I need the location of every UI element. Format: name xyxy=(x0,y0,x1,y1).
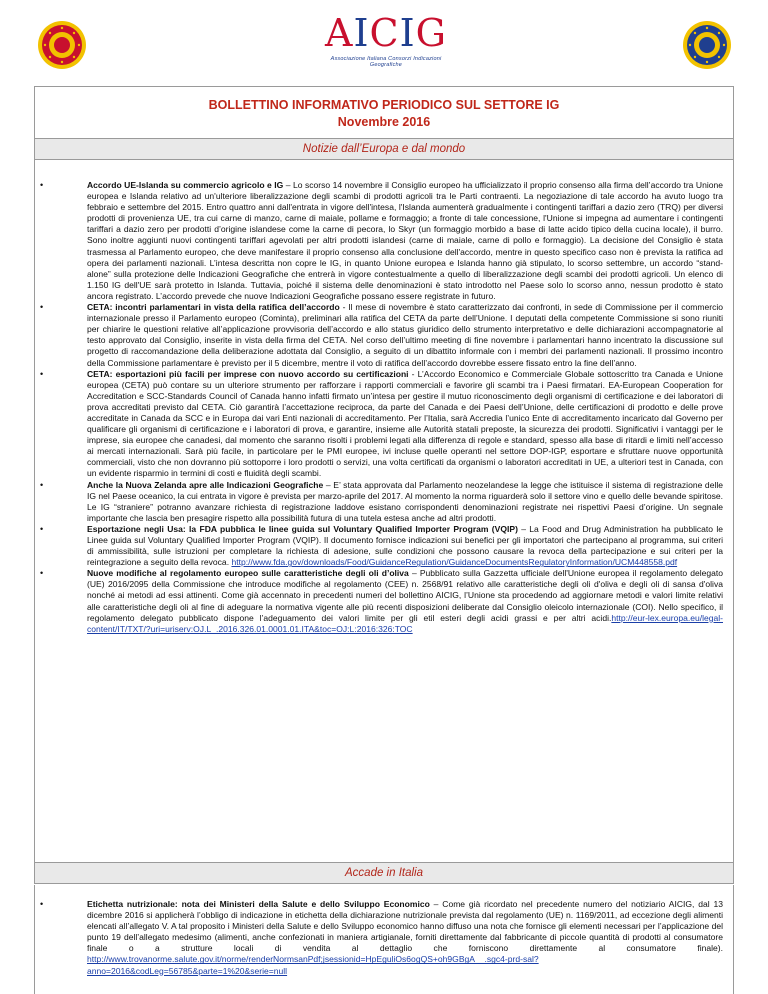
section-body-italy xyxy=(34,885,734,994)
news-item-title: CETA: incontri parlamentari in vista della ratifica dell’accordo xyxy=(87,302,340,313)
eurlex-regulation-link[interactable]: http://eur-lex.europa.eu/legal-content/IT/TXT/?uri=uriserv:OJ.L_.2016.326.01.0001.01.ITA&toc=OJ:L:2016:326:TOC xyxy=(87,612,723,634)
logo-letter: I xyxy=(399,11,416,55)
igp-seal-icon xyxy=(682,20,732,70)
news-item-title: Nuove modifiche al regolamento europeo sulle caratteristiche degli oli d’oliva xyxy=(87,568,409,579)
news-item xyxy=(87,369,733,480)
header xyxy=(0,0,768,86)
aicig-logo xyxy=(316,10,456,78)
news-item-title: Accordo UE-Islanda su commercio agricolo e IG xyxy=(87,180,284,190)
news-item xyxy=(87,480,733,524)
news-item xyxy=(87,899,733,977)
section-body-europe xyxy=(34,160,734,862)
fda-guidance-link[interactable]: http://www.fda.gov/downloads/Food/GuidanceRegulation/GuidanceDocumentsRegulatoryInformation/UCM448558.pdf xyxy=(231,557,678,568)
news-item-text: - L’Accordo Economico e Commerciale Globale sottoscritto tra Canada e Unione europea (CETA) può contare su un ulteriore strumento per rafforzare i rapporti commerciali e favorire gli scambi tra i Paesi firmatari. EA-European Cooperation for Accreditation e SCC-Standards Council of Canada hanno infatti firmato un’intesa per gestire il mutuo riconoscimento degli organismi di certificazione e dei laboratori di prova accreditati previsto dal CETA. Ciò garantirà l’accettazione reciproca, da parte del Canada e dei Paesi dell’Unione, delle certificazioni di prodotto e delle prove accreditate in Canada da SCC e in Europa dai vari Enti nazionali di accreditamento. Per l’Italia, sarà Accredia l’unico Ente di accreditamento incaricato dal Governo per qualificare gli organismi di certificazione e i laboratori di prova, e garantire, insieme alle Autorità statali preposte, la sicurezza dei prodotti. Significativi i vantaggi per le imprese, sia europee che canadesi, dal momento che saranno risolti i problemi legati alla differenza di regole e standard, spesso alla base di ritardi e limiti nell’accesso ai mercati internazionali. Sarà più facile, in particolare per le PMI europee, ivi incluse quelle operanti nel settore DOP-IGP, esportare e sfruttare nuove opportunità commerciali, visto che non dovranno più sottoporre i loro prodotti o servizi, una volta certificati da organismi o laboratori accreditati in UE, a ulteriori test in Canada, con un evidente risparmio in termini di costi e fluidità degli scambi. xyxy=(87,368,723,479)
news-item-title: CETA: esportazioni più facili per imprese con nuovo accordo su certificazioni xyxy=(87,368,409,379)
news-list-europe xyxy=(35,160,733,635)
news-item-text: – Come già ricordato nel precedente numero del notiziario AICIG, dal 13 dicembre 2016 si applicherà l’obbligo di indicazione in etichetta della dichiarazione nutrizionale prevista dal regolamento (UE) n. 1169/2011, ad eccezione degli alimenti elencati all’allegato V. A tal proposito i Ministeri della Salute e dello Sviluppo economico hanno diffuso una nota che fornisce gli elementi necessari per l’applicazione del punto 19 dell’allegato medesimo (alimenti, anche confezionati in maniera artigianale, forniti direttamente dal fabbricante di piccole quantità di prodotti al consumatore finale o a strutture locali di vendita al dettaglio che forniscono direttamente al consumatore finale). xyxy=(87,899,723,954)
section-heading-europe: Notizie dall’Europa e dal mondo xyxy=(34,138,734,160)
news-item-text: – Lo scorso 14 novembre il Consiglio europeo ha ufficializzato il proprio consenso alla firma dell’accordo tra Unione europea e Islanda relativo ad un'ulteriore liberalizzazione degli scambi di prodotti agricoli tra le Parti contraenti. La negoziazione di tale accordo ha avuto luogo tra febbraio e settembre del 2015. Entro quattro anni dall'entrata in vigore dell'intesa, l'Islanda aumenterà gradualmente i contingenti tariffari a dazio zero (TRQ) per diversi prodotti di provenienza UE, tra cui carne di manzo, carne di maiale, pollame e formaggio; a fronte di tale concessione, l'Unione si impegna ad aumentare i contingenti tariffari a dazio zero per prodotti d’origine islandese come la carne di pecora, lo Skyr (un formaggio morbido a base di latte acido tipico della cucina locale), il burro. Sono inoltre aggiunti nuovi contingenti tariffari agevolati per altri prodotti islandesi (carne di maiale, carne di pollo e formaggio). La decisione del Consiglio è stata trasmessa al Parlamento europeo, che deve manifestare il proprio consenso alla conclusione dell'accordo, mentre in questo specifico caso non è prevista la ratifica ad opera dei parlamenti nazionali. L’intesa descritta non copre le IG, in quanto Unione europea e Islanda hanno già stipulato, lo scorso settembre, un accordo “stand-alone” sulla protezione delle Indicazioni Geografiche che entrerà in vigore contestualmente a quello di liberalizzazione degli scambi dei prodotti agricoli. Un elenco di 1.150 IG dell'UE sarà protetto in Islanda. Tuttavia, poiché il sistema delle denominazioni è stato introdotto nel Paese solo lo scorso anno, nessun prodotto è stato ancora registrato. L’accordo prevede che nuove Indicazioni Geografiche possano essere registrate in futuro. xyxy=(87,180,723,301)
news-item-text: - Il mese di novembre è stato caratterizzato dai confronti, in sede di Commissione per il commercio internazionale presso il Parlamento europeo (Cominta), preliminari alla ratifica del CETA da parte dell’Unione. I deputati della competente Commissione si sono riuniti per chiarire le questioni relative all’applicazione provvisoria dell’accordo e allo status giuridico dello strumento interpretativo e delle dichiarazioni accompagnatorie al testo approvato dal Consiglio, inserite in vista della firma del CETA. Nel corso dell’ultimo meeting di fine novembre i parlamentari hanno incentrato la discussione sul progetto di raccomandazione della deliberazione adottata dal Consiglio, a seguito di un dibattito informale con i membri dei parlamenti nazionali. Il prossimo incontro della Commissione parlamentare è previsto per il 5 dicembre, mentre il voto di ratifica dell’accordo dovrebbe essere fissato entro la fine dell’anno. xyxy=(87,302,724,368)
bulletin-title-line1: BOLLETTINO INFORMATIVO PERIODICO SUL SETTORE IG xyxy=(208,98,560,112)
news-item xyxy=(87,302,733,369)
news-item xyxy=(87,524,733,568)
dop-seal-icon xyxy=(37,20,87,70)
ministry-note-link[interactable]: http://www.trovanorme.salute.gov.it/norme/renderNormsanPdf;jsessionid=HpEguliOs6ogQS+oh9GBgA__.sgc4-prd-sal?anno=2016&codLeg=56785&parte=1%20&serie=null xyxy=(87,954,539,976)
logo-letter: A xyxy=(325,11,354,55)
news-item-text: – La Food and Drug Administration ha pubblicato le Linee guida sul Voluntary Qualified Importer Program (VQIP). Il documento fornisce indicazioni sui benefici per gli importatori che partecipano al programma, sui criteri di ammissibilità, sulle istruzioni per completare la richiesta di adesione, sulle condizioni che possono causare la revoca della partecipazione e sui criteri per la reintegrazione a seguito della revoca. xyxy=(87,523,723,568)
news-item xyxy=(87,180,733,302)
news-item-text: – Pubblicato sulla Gazzetta ufficiale dell'Unione europea il regolamento delegato (UE) 2016/2095 della Commissione che introduce modifiche al regolamento (CEE) n. 2568/91 relativo alle caratteristiche degli oli d'oliva e degli oli di sansa d'oliva nonché ai metodi ad essi attinenti. Come già accennato in precedenti numeri del bollettino AICIG, l’Unione sta procedendo ad aggiornare metodi e valori limite relativi alle caratteristiche degli oli al fine di adeguare la normativa vigente alle più recenti disposizioni deliberate dal Consiglio oleicolo internazionale (COI). Nello specifico, il regolamento delegato pubblicato dispone l’adeguamento dei valori limite per gli etil esteri degli acidi grassi e per altri acidi. xyxy=(87,568,724,623)
logo-letter: I xyxy=(353,11,370,55)
logo-subtitle: Associazione Italiana Consorzi Indicazioni Geografiche xyxy=(330,56,442,68)
news-item-title: Etichetta nutrizionale: nota dei Ministeri della Salute e dello Sviluppo Economico xyxy=(87,899,430,909)
logo-letter: C xyxy=(369,11,400,55)
news-list-italy xyxy=(35,885,733,977)
section-heading-italy: Accade in Italia xyxy=(34,862,734,884)
news-item xyxy=(87,568,733,635)
news-item-text: – E’ stata approvata dal Parlamento neozelandese la legge che istituisce il sistema di registrazione delle IG nel Paese oceanico, la cui entrata in vigore è prevista per marzo-aprile del 2017. Al momento la norma riguarderà solo il settore vino e quello delle bevande spiritose. Le IG “straniere” potranno avanzare richiesta di registrazione laddove esistano corrispondenti denominazioni registrate nei rispettivi Paesi d’origine. Un segnale importante che lascia ben presagire rispetto alla possibilità futura di una tutela estesa anche ad altri prodotti. xyxy=(87,479,723,523)
news-item-title: Anche la Nuova Zelanda apre alle Indicazioni Geografiche xyxy=(87,479,324,490)
bulletin-title xyxy=(34,86,734,139)
news-item-title: Esportazione negli Usa: la FDA pubblica le linee guida sul Voluntary Qualified Importer Program (VQIP) xyxy=(87,523,518,534)
bulletin-date: Novembre 2016 xyxy=(337,115,431,129)
logo-text xyxy=(316,10,456,56)
logo-letter: G xyxy=(415,11,447,55)
